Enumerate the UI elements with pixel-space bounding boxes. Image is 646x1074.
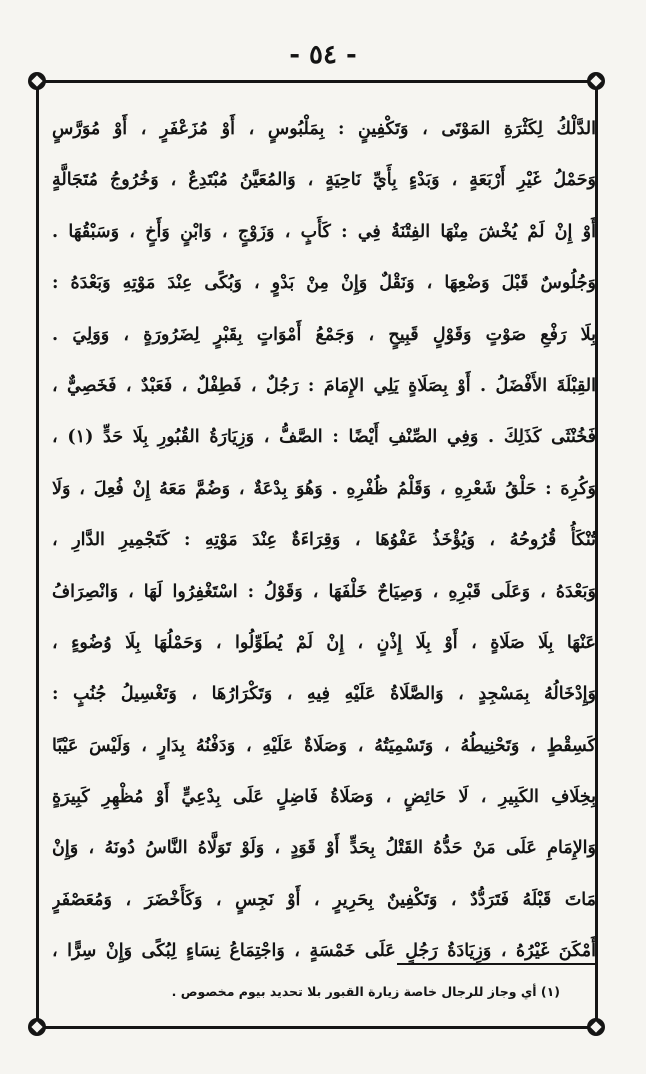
text-line-1: الدَّلْكُ لِكَثْرَةِ المَوْتَى ، وَتَكْفِينٍ : بِمَلْبُوسٍ ، أَوْ مُزَعْفَرٍ ، أَوْ مُوَرَّسٍ xyxy=(52,119,596,139)
page-number: - ٥٤ - xyxy=(289,40,357,70)
text-line-5: بِلَا رَفْعِ صَوْتٍ وَقَوْلٍ قَبِيحٍ ، وَجَمْعُ أَمْوَاتٍ بِقَبْرٍ لِضَرُورَةٍ ، وَوَلِيَ . xyxy=(52,324,596,345)
text-line-3: أَوْ إِنْ لَمْ يُخْشَ مِنْهَا الفِتْنَةُ فِي : كَأَبٍ ، وَزَوْجٍ ، وَابْنٍ وَأَخٍ ، وَسَبْقُهَا . xyxy=(52,221,596,242)
text-line-2: وَحَمْلُ غَيْرِ أَرْبَعَةٍ ، وَبَدْءٍ بِأَيِّ نَاحِيَةٍ ، وَالمُعَيَّنُ مُبْتَدِعٌ ، وَخُرُوجُ مُتَجَالَّةٍ xyxy=(52,170,596,191)
corner-ornament-top-right xyxy=(587,72,605,90)
text-line-4: وَجُلُوسٌ قَبْلَ وَضْعِهَا ، وَنَقْلٌ وَإِنْ مِنْ بَدْوٍ ، وَبُكًى عِنْدَ مَوْتِهِ وَبَعْدَهُ : xyxy=(52,273,596,294)
frame-bottom-rule xyxy=(36,1026,596,1029)
text-line-15: وَالإِمَامِ عَلَى مَنْ حَدُّهُ القَتْلُ بِحَدٍّ أَوْ قَوَدٍ ، وَلَوْ تَوَلَّاهُ النَّاسُ دُونَهُ ، وَإِنْ xyxy=(52,838,596,859)
text-line-9: تُنْكَأُ قُرُوحُهُ ، وَيُؤْخَذُ عَفْوُهَا ، وَقِرَاءَةٌ عِنْدَ مَوْتِهِ : كَتَجْمِيرِ الدَّارِ ، xyxy=(52,530,596,551)
text-line-10: وَبَعْدَهُ ، وَعَلَى قَبْرِهِ ، وَصِيَاحٌ خَلْفَهَا ، وَقَوْلُ : اسْتَغْفِرُوا لَهَا ، وَانْصِرَافُ xyxy=(52,581,596,602)
text-line-14: بِخِلَافِ الكَبِيرِ ، لَا حَائِضٍ ، وَصَلَاةُ فَاضِلٍ عَلَى بِدْعِيٍّ أَوْ مُظْهِرِ كَبِيرَةٍ xyxy=(52,787,596,808)
text-line-13: كَسِقْطٍ ، وَتَحْنِيطُهُ ، وَتَسْمِيَتُهُ ، وَصَلَاةٌ عَلَيْهِ ، وَدَفْنُهُ بِدَارٍ ، وَلَيْسَ عَيْبًا xyxy=(52,735,596,756)
footnote-separator xyxy=(397,963,597,965)
text-line-6: القِبْلَةَ الأَفْضَلُ . أَوْ بِصَلَاةٍ يَلِي الإِمَامَ : رَجُلٌ ، فَطِفْلٌ ، فَعَبْدٌ ، فَخَصِيٌّ ، xyxy=(52,375,596,396)
text-line-11: عَنْهَا بِلَا صَلَاةٍ ، أَوْ بِلَا إِذْنٍ ، إِنْ لَمْ يُطَوِّلُوا ، وَحَمْلُهَا بِلَا وُضُوءٍ ، xyxy=(52,632,596,653)
corner-ornament-bottom-left xyxy=(28,1018,46,1036)
corner-ornament-bottom-right xyxy=(587,1018,605,1036)
frame-top-rule xyxy=(36,80,596,83)
frame-left-rule xyxy=(36,80,39,1028)
text-line-7: فَخُنْثَى كَذَلِكَ . وَفِي الصِّنْفِ أَيْضًا : الصَّفُّ ، وَزِيَارَةُ القُبُورِ بِلَا حَدٍّ (١) ، xyxy=(52,427,596,448)
footnote: (١) أي وجاز للرجال خاصة زيارة القبور بلا تحديد بيوم مخصوص . xyxy=(171,984,560,999)
text-line-8: وَكُرِهَ : حَلْقُ شَعْرِهِ ، وَقَلْمُ ظُفْرِهِ . وَهُوَ بِدْعَةٌ ، وَضُمَّ مَعَهُ إِنْ فُعِلَ ، وَلَا xyxy=(52,478,596,499)
main-text xyxy=(52,104,596,978)
corner-ornament-top-left xyxy=(28,72,46,90)
text-line-17: أَمْكَنَ غَيْرُهُ ، وَزِيَادَةُ رَجُلٍ عَلَى خَمْسَةٍ ، وَاجْتِمَاعُ نِسَاءٍ لِبُكًى وَإِنْ سِرًّا ، xyxy=(52,941,596,962)
text-line-16: مَاتَ قَبْلَهُ فَتَرَدُّدٌ ، وَتَكْفِينٌ بِحَرِيرٍ ، أَوْ نَجِسٍ ، وَكَأَخْضَرَ ، وَمُعَصْفَرٍ xyxy=(52,889,596,910)
text-line-12: وَإِدْخَالُهُ بِمَسْجِدٍ ، وَالصَّلَاةُ عَلَيْهِ فِيهِ ، وَتَكْرَارُهَا ، وَتَغْسِيلُ جُنُبٍ : xyxy=(52,684,596,705)
